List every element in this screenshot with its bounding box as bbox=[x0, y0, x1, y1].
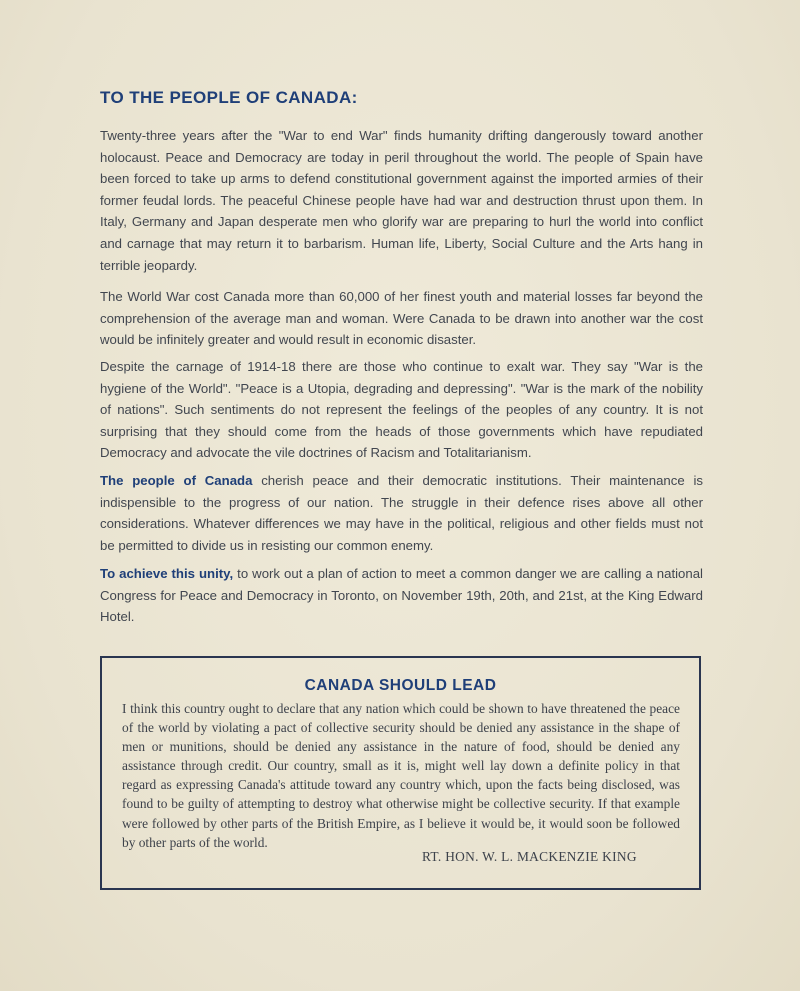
paragraph-5 bbox=[100, 563, 703, 628]
paragraph-5-text: to work out a plan of action to meet a common danger we are calling a national Congress for Peace and Democracy in Toronto, on November 19th, 20th, and 21st, at the King Edward Hotel. bbox=[100, 566, 703, 625]
paragraph-4-lead: The people of Canada bbox=[100, 473, 253, 488]
paragraph-5-lead: To achieve this unity, bbox=[100, 566, 234, 581]
paragraph-4 bbox=[100, 470, 703, 556]
quote-box bbox=[100, 656, 701, 890]
paragraph-4-text: cherish peace and their democratic institutions. Their maintenance is indispensible to the progress of our nation. The struggle in their defence rises above all other considerations. Whatever differences we may have in the political, religious and other fields must not be permitted to divide us in resisting our common enemy. bbox=[100, 473, 703, 553]
page-title: TO THE PEOPLE OF CANADA: bbox=[100, 88, 358, 107]
paragraph-1 bbox=[100, 125, 703, 276]
paragraph-2 bbox=[100, 286, 703, 351]
quote-text: I think this country ought to declare that any nation which could be shown to have threatened the peace of the world by violating a pact of collective security should be denied any assistance in the shape of men or munitions, should be denied any assistance in the nature of food, should be denied any assistance through credit. Our country, small as it is, might well lay down a definite policy in that regard as expressing Canada's attitude toward any country which, upon the facts being disclosed, was found to be guilty of attempting to destroy what otherwise might be collective security. If that example were followed by other parts of the British Empire, as I believe it would be, it would soon be followed by other parts of the world. bbox=[122, 701, 680, 850]
paragraph-2-text: The World War cost Canada more than 60,000 of her finest youth and material losses far beyond the comprehension of the average man and woman. Were Canada to be drawn into another war the cost would be infinitely greater and would result in economic disaster. bbox=[100, 289, 703, 348]
paragraph-3-text: Despite the carnage of 1914-18 there are those who continue to exalt war. They say "War is the hygiene of the World". "Peace is a Utopia, degrading and depressing". "War is the mark of the nobility of nations". Such sentiments do not represent the feelings of the peoples of any country. It is not surprising that they should come from the heads of those governments which have repudiated Democracy and advocate the vile doctrines of Racism and Totalitarianism. bbox=[100, 359, 703, 461]
quote-box-title: CANADA SHOULD LEAD bbox=[304, 677, 497, 694]
paragraph-1-text: Twenty-three years after the "War to end War" finds humanity drifting dangerously toward another holocaust. Peace and Democracy are today in peril throughout the world. The people of Spain have been forced to take up arms to defend constitutional government against the imported armies of their former feudal lords. The peaceful Chinese people have had war and destruction thrust upon them. In Italy, Germany and Japan desperate men who glorify war are preparing to hurl the world into conflict and carnage that may return it to barbarism. Human life, Liberty, Social Culture and the Arts hang in terrible jeopardy. bbox=[100, 128, 703, 273]
quote-signature: RT. HON. W. L. MACKENZIE KING bbox=[422, 849, 637, 864]
paragraph-3 bbox=[100, 356, 703, 464]
